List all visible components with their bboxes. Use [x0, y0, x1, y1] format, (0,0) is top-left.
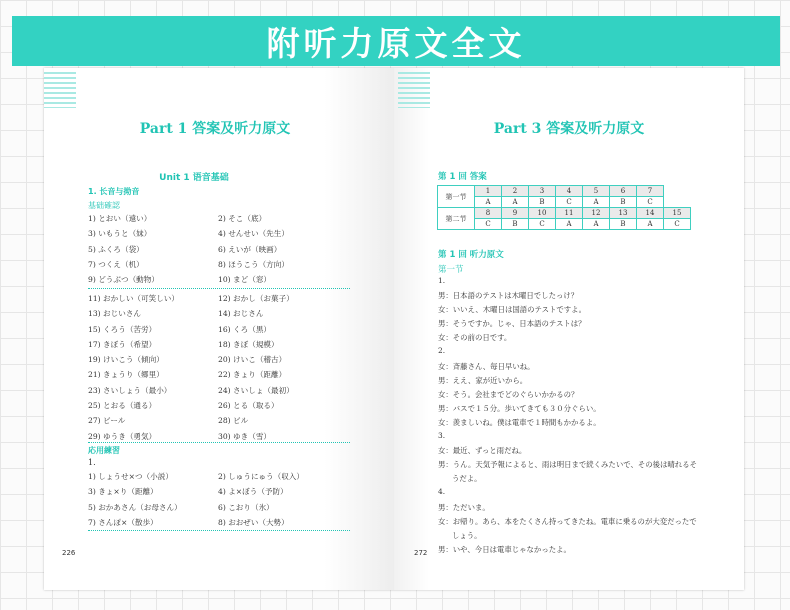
answer-item: 14) おじさん: [218, 309, 264, 319]
row-label: 第一节: [438, 186, 475, 208]
left-page: [44, 68, 394, 590]
script-line: 4.: [438, 487, 446, 497]
unit-title: Unit 1 语音基础: [159, 173, 229, 183]
answer-item: 17) きぼう（希望）: [88, 339, 157, 349]
answer-item: 2) しゅうにゅう（収入）: [218, 472, 304, 481]
answer-row: [88, 213, 348, 228]
page-number: 226: [62, 549, 76, 557]
script-line: 男：ええ、家が近いから。: [438, 375, 528, 385]
answer-item: 3) きょ×り（距離）: [88, 487, 158, 497]
answer-item: 18) きぼ（規模）: [218, 339, 279, 349]
page-number: 272: [414, 549, 428, 557]
answer-table: [437, 185, 691, 230]
question-number: 8: [475, 208, 502, 219]
part-title: Part 3 答案及听力原文: [493, 121, 645, 137]
question-number: 13: [610, 208, 637, 219]
answer-cell: C: [664, 219, 691, 230]
answer-item: 3) いもうと（妹）: [88, 229, 152, 239]
part-title: Part 1 答案及听力原文: [139, 121, 291, 137]
question-number: 2: [502, 186, 529, 197]
answer-item: 22) きょり（距離）: [218, 370, 287, 380]
question-number: 11: [556, 208, 583, 219]
basic-answers: [88, 213, 348, 289]
answer-item: 8) ほうこう（方向）: [218, 259, 289, 269]
question-number: 1: [475, 186, 502, 197]
dotted-divider: [88, 288, 350, 289]
answer-cell: C: [556, 197, 583, 208]
answer-item: 16) くろ（黒）: [218, 324, 272, 334]
answer-row: [88, 385, 348, 400]
script-subheading: 第一节: [438, 265, 464, 275]
answer-item: 20) けいこ（稽古）: [218, 355, 287, 365]
decorative-stripes: [44, 72, 76, 108]
script-line: 男：ただいま。: [438, 502, 490, 512]
answer-item: 6) こおり（氷）: [218, 502, 274, 512]
script-line: 2.: [438, 346, 446, 356]
answer-row: [88, 244, 348, 259]
listening-script: [438, 276, 718, 558]
more-answers: [88, 293, 348, 446]
answer-item: 7) つくえ（机）: [88, 259, 144, 269]
title-banner: [12, 16, 780, 66]
banner-title: 附听力原文全文: [266, 23, 526, 63]
answer-item: 5) おかあさん（お母さん）: [88, 502, 182, 512]
answer-cell: B: [529, 197, 556, 208]
question-number: 6: [610, 186, 637, 197]
question-number: 10: [529, 208, 556, 219]
row-label: 第二节: [438, 208, 475, 230]
script-line: 女：いいえ、木曜日は国語のテストですよ。: [438, 305, 586, 315]
answer-cell: C: [529, 219, 556, 230]
dotted-divider: [88, 442, 350, 443]
decorative-stripes: [398, 72, 430, 108]
answer-cell: B: [610, 219, 637, 230]
question-number: 14: [637, 208, 664, 219]
script-line: 男：バスで１５分。歩いてきても３０分ぐらい。: [438, 403, 601, 413]
script-line: 女：最近、ずっと雨だね。: [438, 446, 527, 456]
question-number: 5: [583, 186, 610, 197]
answer-item: 2) そこ（底）: [218, 214, 267, 223]
answer-item: 28) ビル: [218, 416, 249, 426]
script-line: 女：羨ましいね。僕は電車で１時間もかかるよ。: [438, 417, 601, 427]
script-line: 3.: [438, 431, 446, 441]
answer-item: 25) とおる（通る）: [88, 401, 157, 411]
right-page: [394, 68, 744, 590]
answer-row: [88, 415, 348, 430]
answer-item: 10) まど（窓）: [218, 275, 272, 285]
answer-item: 15) くろう（苦労）: [88, 324, 157, 334]
answer-cell: A: [637, 219, 664, 230]
script-line: うだよ。: [452, 474, 482, 484]
script-heading: 第 1 回 听力原文: [438, 250, 504, 260]
answer-cell: A: [583, 219, 610, 230]
answer-item: 5) ふくろ（袋）: [88, 244, 144, 254]
answer-cell: A: [556, 219, 583, 230]
answer-cell: A: [583, 197, 610, 208]
script-line: 女：その前の日です。: [438, 333, 512, 343]
script-line: 女：斉藤さん、毎日早いね。: [438, 361, 535, 371]
script-line: 男：日本語のテストは木曜日でしたっけ？: [438, 291, 579, 301]
question-number: 9: [502, 208, 529, 219]
script-line: 1.: [438, 276, 446, 285]
answer-item: 12) おかし（お菓子）: [218, 294, 294, 303]
answer-row: [88, 369, 348, 384]
script-line: しょう。: [452, 530, 482, 540]
answer-cell: A: [502, 197, 529, 208]
answer-item: 21) きょうり（郷里）: [88, 370, 164, 380]
script-line: 女：お帰り。あら、本をたくさん持ってきたね。電車に乗るのが大変だったで: [438, 516, 697, 526]
answer-row: [88, 308, 348, 323]
answer-item: 30) ゆき（雪）: [218, 431, 272, 441]
question-number: 4: [556, 186, 583, 197]
answer-item: 1) とおい（遠い）: [88, 214, 152, 223]
answer-row: [88, 293, 348, 308]
answer-item: 13) おじいさん: [88, 309, 142, 319]
open-book: [44, 68, 744, 590]
item-number: 1.: [88, 458, 96, 467]
answer-row: [88, 228, 348, 243]
dotted-divider: [88, 530, 350, 531]
answer-item: 4) よ×ぼう（予防）: [218, 487, 288, 497]
answer-item: 26) とる（取る）: [218, 401, 279, 411]
answer-item: 7) さんぽ×（散歩）: [88, 517, 158, 527]
answer-cell: B: [610, 197, 637, 208]
answer-row: [88, 471, 348, 486]
question-number: 7: [637, 186, 664, 197]
answer-item: 27) ビール: [88, 416, 126, 426]
script-line: 女：そう。会社までどのぐらいかかるの？: [438, 389, 579, 399]
question-number: 12: [583, 208, 610, 219]
answer-item: 19) けいこう（傾向）: [88, 355, 164, 365]
answer-row: [88, 339, 348, 354]
answer-row: [88, 259, 348, 274]
answer-item: 1) しょうせ×つ（小説）: [88, 472, 173, 481]
answer-item: 29) ゆうき（勇気）: [88, 431, 157, 441]
answers-heading: 第 1 回 答案: [438, 172, 487, 182]
answer-cell: B: [502, 219, 529, 230]
script-line: 男：うん。天気予報によると、雨は明日まで続くみたいで、その後は晴れるそ: [438, 460, 697, 470]
answer-item: 6) えいが（映画）: [218, 244, 282, 254]
script-line: 男：そうですか。じゃ、日本語のテストは？: [438, 319, 586, 329]
answer-item: 9) どうぶつ（動物）: [88, 275, 159, 285]
answer-item: 23) さいしょう（最小）: [88, 385, 172, 395]
answer-row: [88, 354, 348, 369]
answer-item: 8) おおぜい（大勢）: [218, 517, 289, 527]
subsection-heading: 基础確認: [88, 201, 120, 210]
answer-row: [88, 502, 348, 517]
section-heading: 1. 长音与拗音: [88, 187, 140, 196]
answer-row: [88, 324, 348, 339]
answer-cell: C: [637, 197, 664, 208]
answer-cell: A: [475, 197, 502, 208]
script-line: 男：いや、今日は電車じゃなかったよ。: [438, 544, 571, 554]
answer-row: [88, 486, 348, 501]
answer-item: 11) おかしい（可笑しい）: [88, 294, 179, 303]
subsection-heading: 応用練習: [88, 446, 120, 455]
answer-row: [88, 400, 348, 415]
answer-cell: C: [475, 219, 502, 230]
question-number: 3: [529, 186, 556, 197]
answer-item: 4) せんせい（先生）: [218, 229, 289, 239]
question-number: 15: [664, 208, 691, 219]
applied-answers: [88, 471, 348, 532]
answer-item: 24) さいしょ（最初）: [218, 385, 294, 395]
answer-row: [88, 431, 348, 446]
